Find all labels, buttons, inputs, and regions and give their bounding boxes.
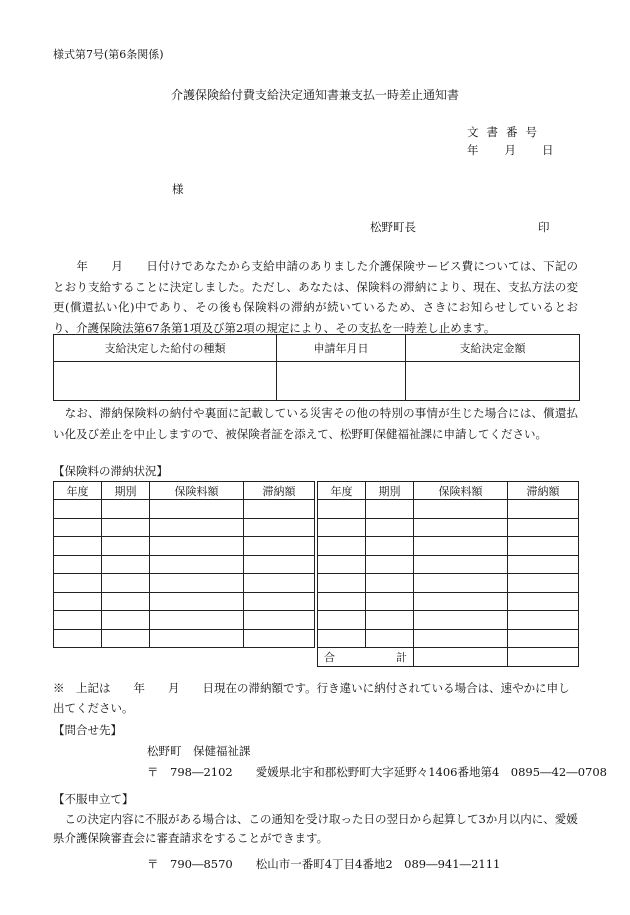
body-paragraph-1: 年 月 日付けであなたから支給申請のありました介護保険サービス費については、下記のとおり支給することに決定しました。ただし、あなたは、保険料の滞納により、現在、支払方法の変更(償還払い化)中であり、その後も保険料の滞納が続いているため、さきにお知らせしているとおり、介護保険法第67条第1項及び第2項の規定により、その支払を一時差し止めます。: [53, 259, 578, 335]
table-row: [318, 518, 579, 537]
arrears-cell: [150, 611, 244, 630]
arrears-cell: [318, 629, 366, 648]
arrears-cell: [54, 518, 102, 537]
recipient-suffix: 様: [172, 182, 184, 196]
arrears-cell: [102, 574, 150, 593]
objection-text: この決定内容に不服がある場合は、この通知を受け取った日の翌日から起算して3か月以内に、愛媛県介護保険審査会に審査請求をすることができます。: [53, 812, 578, 845]
table-row: [318, 629, 579, 648]
arrears-cell: [414, 555, 508, 574]
arrears-cell: [318, 500, 366, 519]
arrears-header-arrears: 滞納額: [243, 482, 314, 500]
arrears-cell: [318, 537, 366, 556]
arrears-cell: [414, 537, 508, 556]
arrears-header-premium: 保険料額: [414, 482, 508, 500]
table-row: [54, 611, 315, 630]
table-row: [54, 629, 315, 648]
arrears-cell: [102, 500, 150, 519]
arrears-header-period: 期別: [102, 482, 150, 500]
arrears-cell: [414, 518, 508, 537]
inquiry-office: 松野町 保健福祉課: [147, 744, 251, 758]
document-title: 介護保険給付費支給決定通知書兼支払一時差止通知書: [170, 88, 459, 102]
table-row: [318, 555, 579, 574]
decision-table: [53, 334, 580, 401]
arrears-cell: [54, 537, 102, 556]
arrears-cell: [507, 500, 578, 519]
arrears-cell: [507, 518, 578, 537]
arrears-cell: [243, 574, 314, 593]
decision-cell-date: [277, 362, 406, 401]
decision-header-date: 申請年月日: [277, 335, 406, 362]
table-row: [318, 574, 579, 593]
arrears-cell: [243, 500, 314, 519]
arrears-cell: [366, 537, 414, 556]
arrears-cell: [150, 537, 244, 556]
total-label-1: 合: [324, 650, 335, 664]
arrears-cell: [150, 592, 244, 611]
arrears-cell: [102, 611, 150, 630]
table-row: [318, 611, 579, 630]
arrears-cell: [366, 518, 414, 537]
decision-cell-type: [54, 362, 277, 401]
form-number: 様式第7号(第6条関係): [53, 48, 164, 61]
arrears-cell: [54, 592, 102, 611]
table-row: [318, 592, 579, 611]
arrears-cell: [150, 574, 244, 593]
document-number-label: 文書番号: [467, 125, 545, 139]
arrears-cell: [243, 537, 314, 556]
arrears-table-left: [53, 481, 315, 648]
decision-header-amount: 支給決定金額: [406, 335, 580, 362]
date-month-label: 月: [504, 143, 516, 157]
arrears-cell: [54, 574, 102, 593]
total-label-2: 計: [396, 650, 408, 664]
arrears-header-year: 年度: [54, 482, 102, 500]
arrears-cell: [507, 592, 578, 611]
arrears-cell: [243, 518, 314, 537]
date-year-label: 年: [467, 143, 479, 157]
arrears-cell: [150, 500, 244, 519]
arrears-cell: [507, 555, 578, 574]
date-day-label: 日: [542, 143, 554, 157]
arrears-cell: [366, 592, 414, 611]
arrears-cell: [366, 629, 414, 648]
table-row: [54, 500, 315, 519]
arrears-header-arrears: 滞納額: [507, 482, 578, 500]
objection-heading: 【不服申立て】: [53, 792, 134, 806]
arrears-cell: [414, 574, 508, 593]
decision-header-type: 支給決定した給付の種類: [54, 335, 277, 362]
arrears-cell: [366, 574, 414, 593]
arrears-cell: [318, 592, 366, 611]
arrears-cell: [150, 629, 244, 648]
table-row: [54, 555, 315, 574]
arrears-cell: [102, 555, 150, 574]
arrears-cell: [150, 555, 244, 574]
body-paragraph-2: なお、滞納保険料の納付や裏面に記載している災害その他の特別の事情が生じた場合には、償還払い化及び差止を中止しますので、被保険者証を添えて、松野町保健福祉課に申請してください。: [53, 406, 578, 441]
arrears-cell: [366, 611, 414, 630]
table-row: [54, 592, 315, 611]
arrears-label: 【保険料の滞納状況】: [53, 464, 168, 478]
arrears-table-right: [317, 481, 579, 667]
arrears-cell: [54, 555, 102, 574]
table-row: [318, 537, 579, 556]
arrears-header-year: 年度: [318, 482, 366, 500]
table-row: [54, 574, 315, 593]
arrears-cell: [414, 592, 508, 611]
arrears-cell: [54, 611, 102, 630]
table-row: [54, 518, 315, 537]
arrears-header-premium: 保険料額: [150, 482, 244, 500]
objection-address: 〒 790―8570 松山市一番町4丁目4番地2 089―941―2111: [147, 857, 501, 871]
arrears-cell: [318, 574, 366, 593]
arrears-cell: [243, 611, 314, 630]
arrears-cell: [102, 537, 150, 556]
arrears-total-label: [318, 648, 414, 667]
arrears-cell: [414, 500, 508, 519]
arrears-header-period: 期別: [366, 482, 414, 500]
arrears-cell: [243, 629, 314, 648]
decision-cell-amount: [406, 362, 580, 401]
table-row: [54, 362, 580, 401]
arrears-cell: [243, 555, 314, 574]
issue-date: [467, 142, 554, 158]
arrears-cell: [243, 592, 314, 611]
arrears-cell: [318, 555, 366, 574]
arrears-cell: [414, 611, 508, 630]
issuer-name: 松野町長: [370, 220, 416, 234]
arrears-note: ※ 上記は 年 月 日現在の滞納額です。行き違いに納付されている場合は、速やかに申し出てください。: [53, 681, 570, 715]
arrears-cell: [54, 629, 102, 648]
arrears-cell: [507, 629, 578, 648]
arrears-total-row: [318, 648, 579, 667]
inquiry-heading: 【問合せ先】: [53, 723, 122, 737]
arrears-cell: [414, 629, 508, 648]
arrears-cell: [507, 611, 578, 630]
arrears-cell: [150, 518, 244, 537]
arrears-cell: [366, 555, 414, 574]
arrears-cell: [507, 574, 578, 593]
seal-mark: 印: [538, 220, 550, 234]
arrears-cell: [102, 592, 150, 611]
table-row: [54, 537, 315, 556]
arrears-cell: [507, 537, 578, 556]
arrears-cell: [318, 518, 366, 537]
table-row: [318, 500, 579, 519]
arrears-cell: [54, 500, 102, 519]
inquiry-address: 〒 798―2102 愛媛県北宇和郡松野町大字延野々1406番地第4 0895―42―0708: [147, 765, 607, 779]
arrears-cell: [102, 629, 150, 648]
arrears-cell: [102, 518, 150, 537]
arrears-total-cell: [414, 648, 508, 667]
arrears-cell: [366, 500, 414, 519]
arrears-cell: [318, 611, 366, 630]
arrears-total-cell: [507, 648, 578, 667]
